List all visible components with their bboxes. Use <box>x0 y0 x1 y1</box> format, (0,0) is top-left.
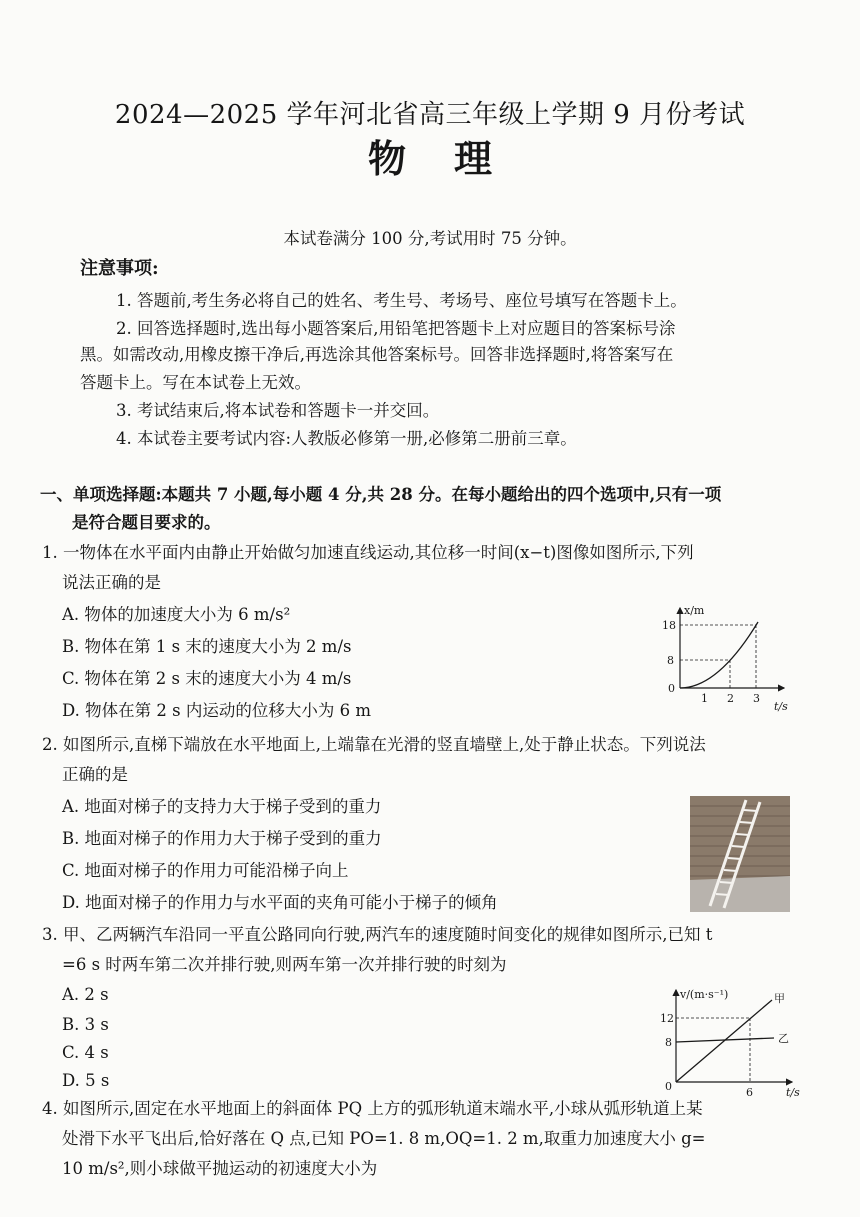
q1-xtick-2: 2 <box>727 692 734 705</box>
q2-stem-line-1: 2. 如图所示,直梯下端放在水平地面上,上端靠在光滑的竖直墙壁上,处于静止状态。下列说法 <box>42 735 706 754</box>
q2-option-c: C. 地面对梯子的作用力可能沿梯子向上 <box>62 861 349 880</box>
q2-option-a: A. 地面对梯子的支持力大于梯子受到的重力 <box>62 797 382 816</box>
q3-label-jia: 甲 <box>774 992 785 1005</box>
notice-line-3: 黑。如需改动,用橡皮擦干净后,再选涂其他答案标号。回答非选择题时,将答案写在 <box>80 345 674 364</box>
section-heading-line-2: 是符合题目要求的。 <box>72 513 221 532</box>
q4-stem-line-3: 10 m/s²,则小球做平抛运动的初速度大小为 <box>62 1159 378 1178</box>
q3-series-yi <box>676 1038 774 1042</box>
section-heading-line-1: 一、单项选择题:本题共 7 小题,每小题 4 分,共 28 分。在每小题给出的四个选项中,只有一项 <box>40 485 722 504</box>
q3-option-d: D. 5 s <box>62 1071 110 1090</box>
q1-option-c: C. 物体在第 2 s 末的速度大小为 4 m/s <box>62 669 352 688</box>
notice-heading: 注意事项: <box>80 258 159 279</box>
q3-ylabel: v/(m·s⁻¹) <box>680 988 729 1001</box>
q1-origin: 0 <box>668 682 675 695</box>
notice-line-6: 4. 本试卷主要考试内容:人教版必修第一册,必修第二册前三章。 <box>116 429 577 448</box>
q1-option-a: A. 物体的加速度大小为 6 m/s² <box>62 605 291 624</box>
q3-origin: 0 <box>665 1080 672 1093</box>
q3-vt-graph <box>660 986 820 1100</box>
q2-ladder-photo <box>690 796 790 912</box>
q3-xtick-6: 6 <box>746 1086 753 1099</box>
q4-stem-line-2: 处滑下水平飞出后,恰好落在 Q 点,已知 PO=1. 8 m,OQ=1. 2 m,取重力加速度大小 g= <box>62 1129 706 1148</box>
q3-option-b: B. 3 s <box>62 1015 109 1034</box>
q1-stem-line-1: 1. 一物体在水平面内由静止开始做匀加速直线运动,其位移一时间(x−t)图像如图所示,下列 <box>42 543 694 562</box>
q1-ytick-18: 18 <box>662 619 676 632</box>
q1-stem-line-2: 说法正确的是 <box>62 573 161 592</box>
notice-line-2: 2. 回答选择题时,选出每小题答案后,用铅笔把答题卡上对应题目的答案标号涂 <box>116 319 676 338</box>
q2-option-d: D. 地面对梯子的作用力与水平面的夹角可能小于梯子的倾角 <box>62 893 498 912</box>
q1-xtick-1: 1 <box>701 692 708 705</box>
exam-title: 2024—2025 学年河北省高三年级上学期 9 月份考试 <box>114 100 746 130</box>
q1-option-d: D. 物体在第 2 s 内运动的位移大小为 6 m <box>62 701 371 720</box>
notice-line-5: 3. 考试结束后,将本试卷和答题卡一并交回。 <box>116 401 440 420</box>
q1-xtick-3: 3 <box>753 692 760 705</box>
q4-stem-line-1: 4. 如图所示,固定在水平地面上的斜面体 PQ 上方的弧形轨道末端水平,小球从弧形轨道上某 <box>42 1099 703 1118</box>
q1-xlabel: t/s <box>774 700 788 713</box>
q1-option-b: B. 物体在第 1 s 末的速度大小为 2 m/s <box>62 637 352 656</box>
subject-title: 物理 <box>367 136 540 181</box>
q3-ytick-8: 8 <box>665 1036 672 1049</box>
q3-stem-line-1: 3. 甲、乙两辆汽车沿同一平直公路同向行驶,两汽车的速度随时间变化的规律如图所示,已知 t <box>42 925 713 944</box>
q3-option-a: A. 2 s <box>62 985 109 1004</box>
q1-ylabel: x/m <box>684 604 705 617</box>
q3-xlabel: t/s <box>786 1086 800 1099</box>
q2-stem-line-2: 正确的是 <box>62 765 128 784</box>
q1-ytick-8: 8 <box>667 654 674 667</box>
q3-ytick-12: 12 <box>660 1012 674 1025</box>
q3-stem-line-2: =6 s 时两车第二次并排行驶,则两车第一次并排行驶的时刻为 <box>62 955 507 974</box>
q3-label-yi: 乙 <box>778 1032 789 1045</box>
exam-info: 本试卷满分 100 分,考试用时 75 分钟。 <box>283 229 577 248</box>
q2-option-b: B. 地面对梯子的作用力大于梯子受到的重力 <box>62 829 382 848</box>
notice-line-1: 1. 答题前,考生务必将自己的姓名、考生号、考场号、座位号填写在答题卡上。 <box>116 291 687 310</box>
q1-xt-graph <box>654 602 804 714</box>
notice-line-4: 答题卡上。写在本试卷上无效。 <box>80 373 311 392</box>
q1-curve <box>680 622 758 688</box>
q3-option-c: C. 4 s <box>62 1043 109 1062</box>
